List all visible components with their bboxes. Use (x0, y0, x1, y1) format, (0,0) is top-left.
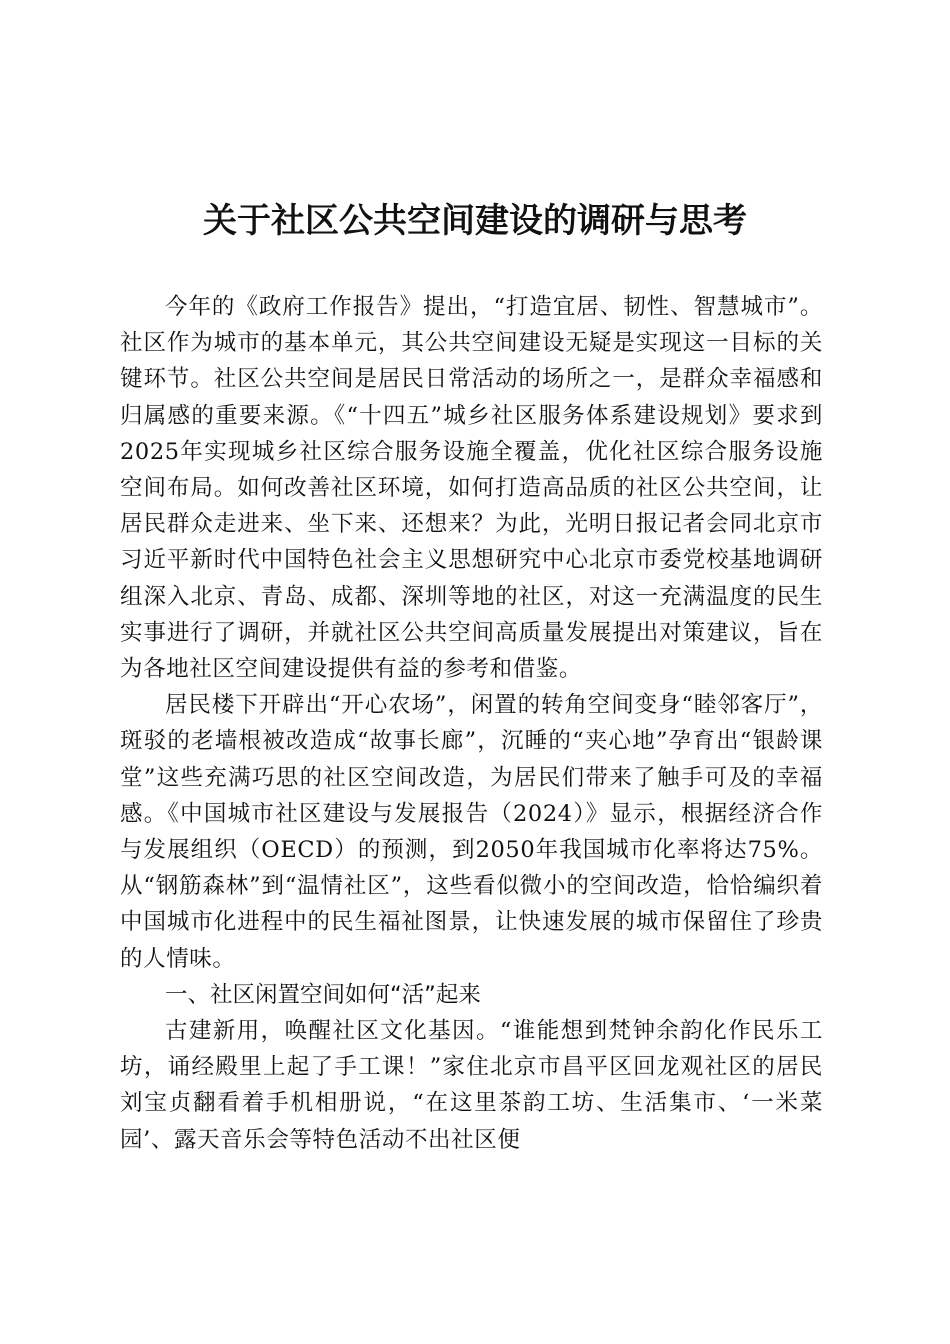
context-paragraph: 居民楼下开辟出“开心农场”，闲置的转角空间变身“睦邻客厅”，斑驳的老墙根被改造成“故事长廊”，沉睡的“夹心地”孕育出“银龄课堂”这些充满巧思的社区空间改造，为居民们带来了触手可及的幸福感。《中国城市社区建设与发展报告（2024）》显示，根据经济合作与发展组织（OECD）的预测，到2050年我国城市化率将达75%。从“钢筋森林”到“温情社区”，这些看似微小的空间改造，恰恰编织着中国城市化进程中的民生福祉图景，让快速发展的城市保留住了珍贵的人情味。 (120, 692, 823, 972)
intro-paragraph: 今年的《政府工作报告》提出，“打造宜居、韧性、智慧城市”。社区作为城市的基本单元，其公共空间建设无疑是实现这一目标的关键环节。社区公共空间是居民日常活动的场所之一，是群众幸福感和归属感的重要来源。《“十四五”城乡社区服务体系建设规划》要求到2025年实现城乡社区综合服务设施全覆盖，优化社区综合服务设施空间布局。如何改善社区环境，如何打造高品质的社区公共空间，让居民群众走进来、坐下来、还想来？为此，光明日报记者会同北京市习近平新时代中国特色社会主义思想研究中心北京市委党校基地调研组深入北京、青岛、成都、深圳等地的社区，对这一充满温度的民生实事进行了调研，并就社区公共空间高质量发展提出对策建议，旨在为各地社区空间建设提供有益的参考和借鉴。 (120, 294, 823, 683)
document-title: 关于社区公共空间建设的调研与思考 (203, 201, 747, 241)
section-heading: 一、社区闲置空间如何“活”起来 (165, 981, 481, 1008)
section-paragraph: 古建新用，唤醒社区文化基因。“谁能想到梵钟余韵化作民乐工坊，诵经殿里上起了手工课！”家住北京市昌平区回龙观社区的居民刘宝贞翻看着手机相册说，“在这里茶韵工坊、生活集市、‘一米菜园’、露天音乐会等特色活动不出社区便 (120, 1018, 823, 1153)
document-body (120, 289, 823, 1158)
